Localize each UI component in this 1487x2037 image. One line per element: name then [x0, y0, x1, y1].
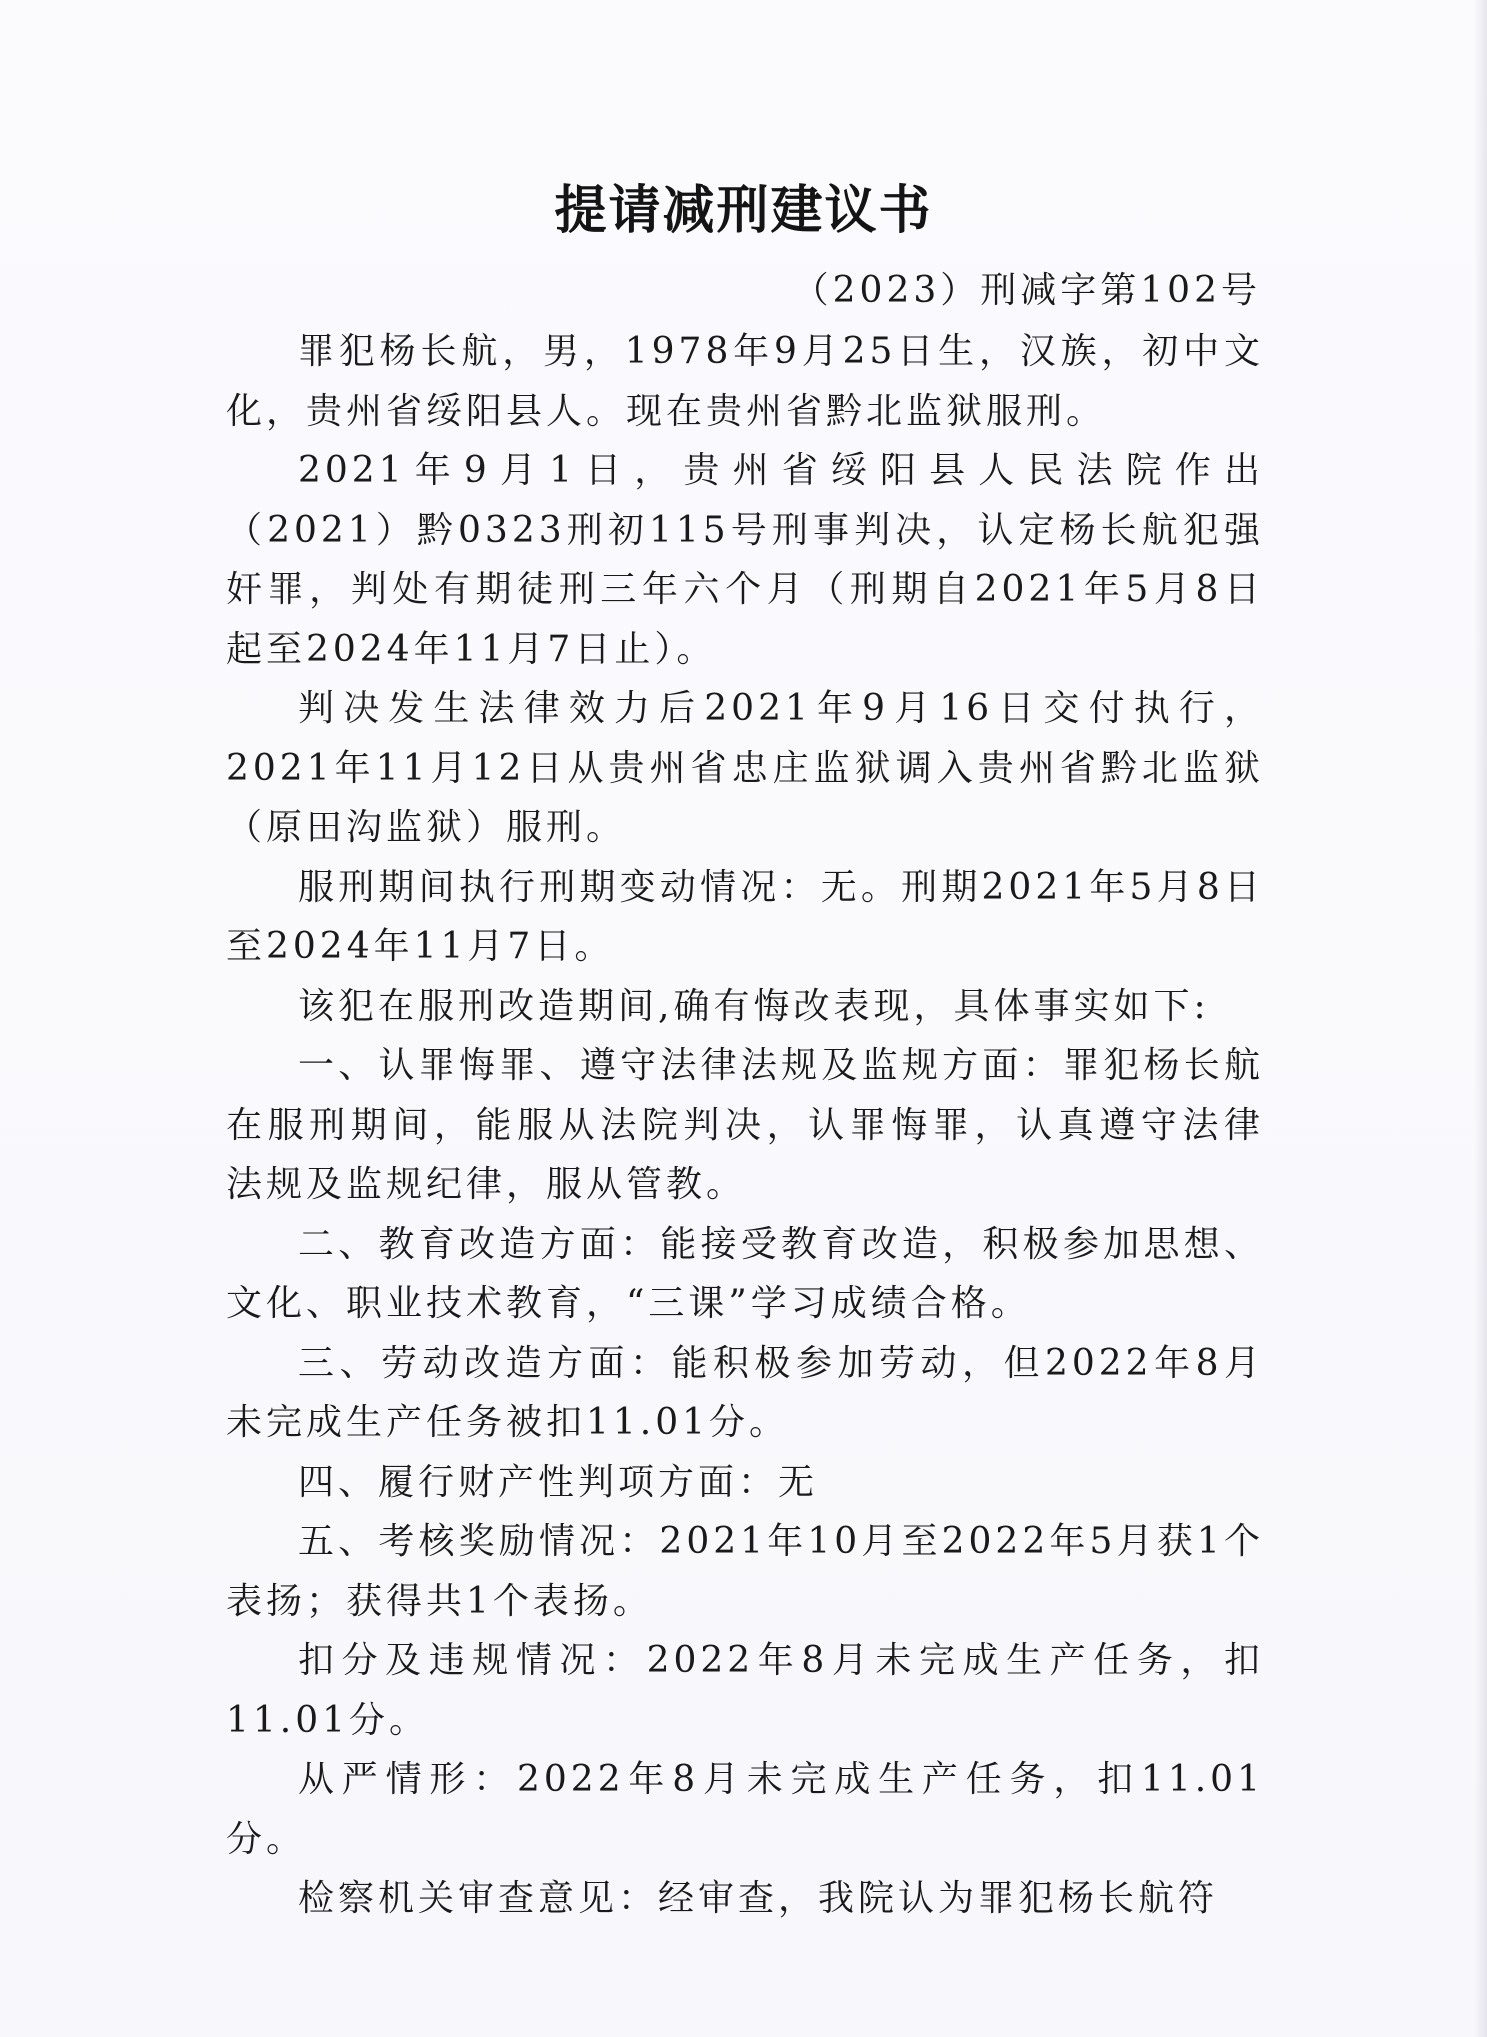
paragraph-item-4: 四、履行财产性判项方面：无: [298, 1461, 819, 1503]
paragraph-item-1: 一、认罪悔罪、遵守法律法规及监规方面：罪犯杨长航在服刑期间，能服从法院判决，认罪悔罪，认真遵守法律法规及监规纪律，服从管教。: [226, 1045, 1264, 1205]
document-number: （2023）刑减字第102号: [792, 270, 1261, 311]
document-title: 提请减刑建议书: [554, 180, 933, 241]
paragraph-criminal-info: 罪犯杨长航，男，1978年9月25日生，汉族，初中文化，贵州省绥阳县人。现在贵州省黔北监狱服刑。: [226, 331, 1264, 432]
paragraph-judgment: 2021年9月1日，贵州省绥阳县人民法院作出（2021）黔0323刑初115号刑事判决，认定杨长航犯强奸罪，判处有期徒刑三年六个月（刑期自2021年5月8日起至2024年11月7日止）。: [226, 450, 1264, 670]
paragraph-execution: 判决发生法律效力后2021年9月16日交付执行，2021年11月12日从贵州省忠庄监狱调入贵州省黔北监狱（原田沟监狱）服刑。: [226, 688, 1264, 848]
paragraph-repentance-intro: 该犯在服刑改造期间,确有悔改表现，具体事实如下:: [298, 985, 1210, 1027]
paragraph-item-5: 五、考核奖励情况：2021年10月至2022年5月获1个表扬；获得共1个表扬。: [226, 1521, 1264, 1622]
paragraph-strict-circumstances: 从严情形：2022年8月未完成生产任务，扣11.01分。: [226, 1759, 1264, 1860]
paragraph-deductions: 扣分及违规情况：2022年8月未完成生产任务，扣11.01分。: [226, 1640, 1264, 1741]
paragraph-item-3: 三、劳动改造方面：能积极参加劳动，但2022年8月未完成生产任务被扣11.01分。: [226, 1342, 1264, 1443]
scan-edge-shadow: [1474, 0, 1487, 2037]
paragraph-procuratorate-opinion: 检察机关审查意见：经审查，我院认为罪犯杨长航符: [298, 1878, 1219, 1919]
document-body: [226, 322, 1264, 1929]
paragraph-item-2: 二、教育改造方面：能接受教育改造，积极参加思想、文化、职业技术教育，“三课”学习成绩合格。: [226, 1223, 1264, 1324]
paragraph-sentence-changes: 服刑期间执行刑期变动情况：无。刑期2021年5月8日至2024年11月7日。: [226, 866, 1264, 967]
